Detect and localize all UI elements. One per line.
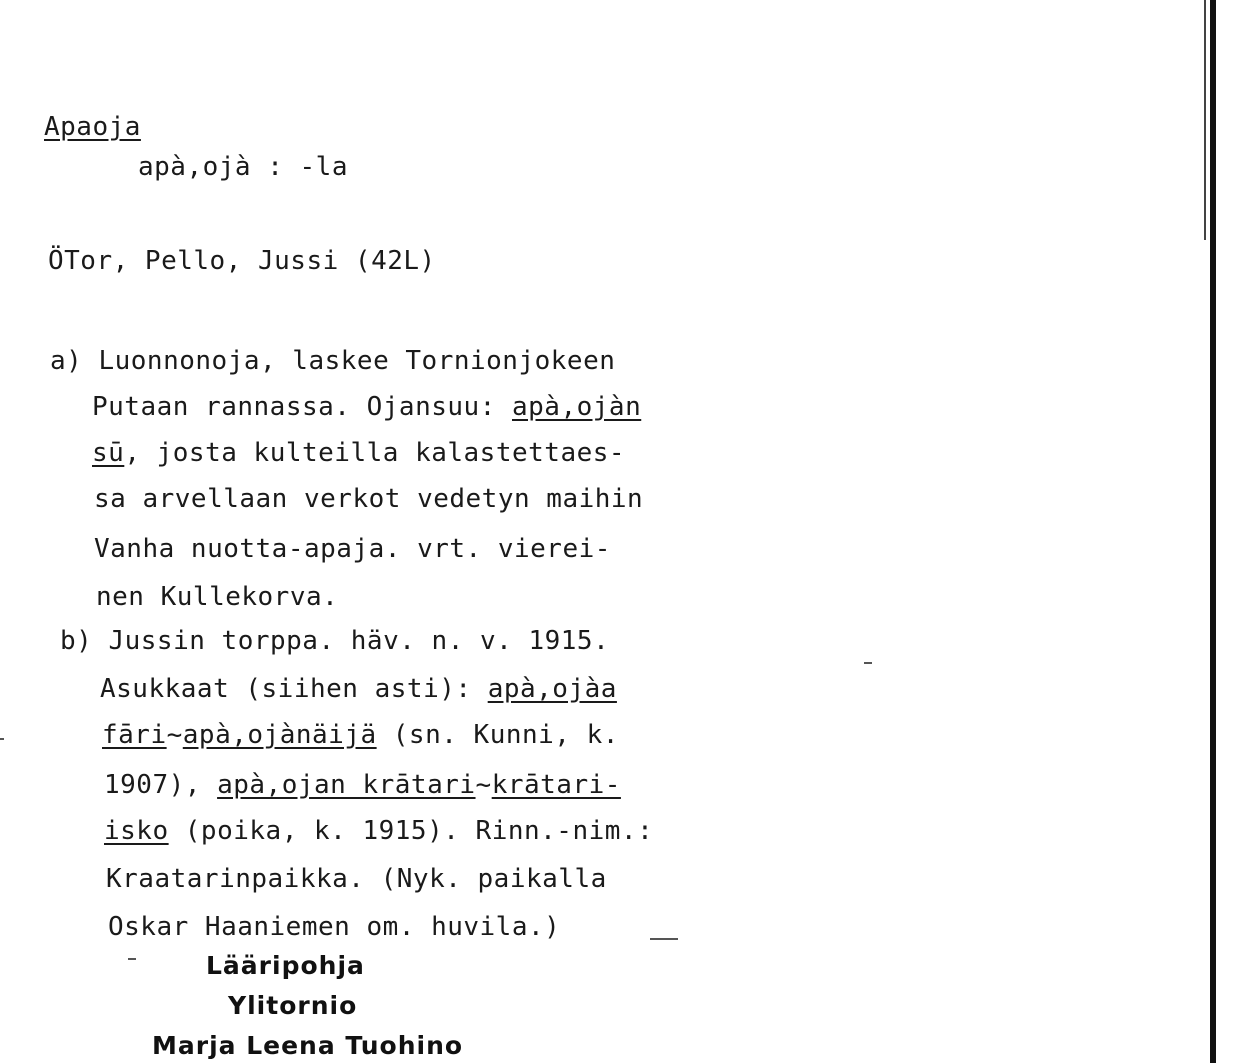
- section-a-line-5: Vanha nuotta-apaja. vrt. vierei-: [94, 534, 611, 564]
- section-b-line-4: [104, 770, 621, 800]
- stamp-line-1: Lääripohja: [206, 951, 365, 980]
- tilde-1: ~: [166, 720, 183, 750]
- scan-speck: [128, 958, 136, 960]
- section-a-line-6: nen Kullekorva.: [96, 582, 339, 612]
- scan-speck: [864, 662, 872, 664]
- section-b-text-2: Asukkaat (siihen asti):: [100, 674, 488, 704]
- card-edge-shadow: [1210, 0, 1216, 1063]
- card-edge-line: [1204, 0, 1206, 240]
- dialect-form-5: apà,ojan krātari: [217, 770, 476, 800]
- dialect-form-1: apà,ojàn: [512, 392, 642, 422]
- scan-speck: [0, 738, 4, 740]
- section-b-marker: b): [60, 626, 93, 656]
- dialect-form-1-cont: sū: [92, 438, 125, 468]
- section-b-line-6: Kraatarinpaikka. (Nyk. paikalla: [106, 864, 607, 894]
- entry-heading: Apaoja: [44, 112, 141, 142]
- section-a-line-4: sa arvellaan verkot vedetyn maihin: [94, 484, 644, 514]
- section-b-line-3: [102, 720, 619, 750]
- section-b-text-4: 1907),: [104, 770, 218, 800]
- section-b-line-2: [100, 674, 617, 704]
- section-a-line-1: [50, 346, 615, 376]
- stamp-line-3: Marja Leena Tuohino: [152, 1031, 464, 1060]
- dialect-form-4: apà,ojànäijä: [182, 720, 377, 750]
- section-a-text-3: , josta kulteilla kalastettaes-: [124, 438, 626, 468]
- dialect-form-2: apà,ojàa: [487, 674, 617, 704]
- section-a-line-2: [92, 392, 641, 422]
- dialect-form-3: fāri: [102, 720, 167, 750]
- section-a-marker: a): [50, 346, 83, 376]
- section-a-line-3: [92, 438, 625, 468]
- dialect-form-7: isko: [104, 816, 169, 846]
- section-b-line-1: [60, 626, 609, 656]
- section-b-text-5: (poika, k. 1915). Rinn.-nim.:: [168, 816, 654, 846]
- tilde-2: ~: [475, 770, 492, 800]
- scan-speck: [650, 938, 678, 940]
- source-reference: ÖTor, Pello, Jussi (42L): [48, 246, 436, 276]
- section-b-text-3: (sn. Kunni, k.: [376, 720, 619, 750]
- section-b-text-1: Jussin torppa. häv. n. v. 1915.: [108, 626, 610, 656]
- section-a-text-2: Putaan rannassa. Ojansuu:: [92, 392, 512, 422]
- section-b-line-7: Oskar Haaniemen om. huvila.): [108, 912, 561, 942]
- section-a-text-1: Luonnonoja, laskee Tornionjokeen: [98, 346, 616, 376]
- stamp-line-2: Ylitornio: [228, 991, 358, 1020]
- dialect-form-6: krātari-: [491, 770, 621, 800]
- pronunciation: apà,ojà : -la: [138, 152, 348, 182]
- section-b-line-5: [104, 816, 653, 846]
